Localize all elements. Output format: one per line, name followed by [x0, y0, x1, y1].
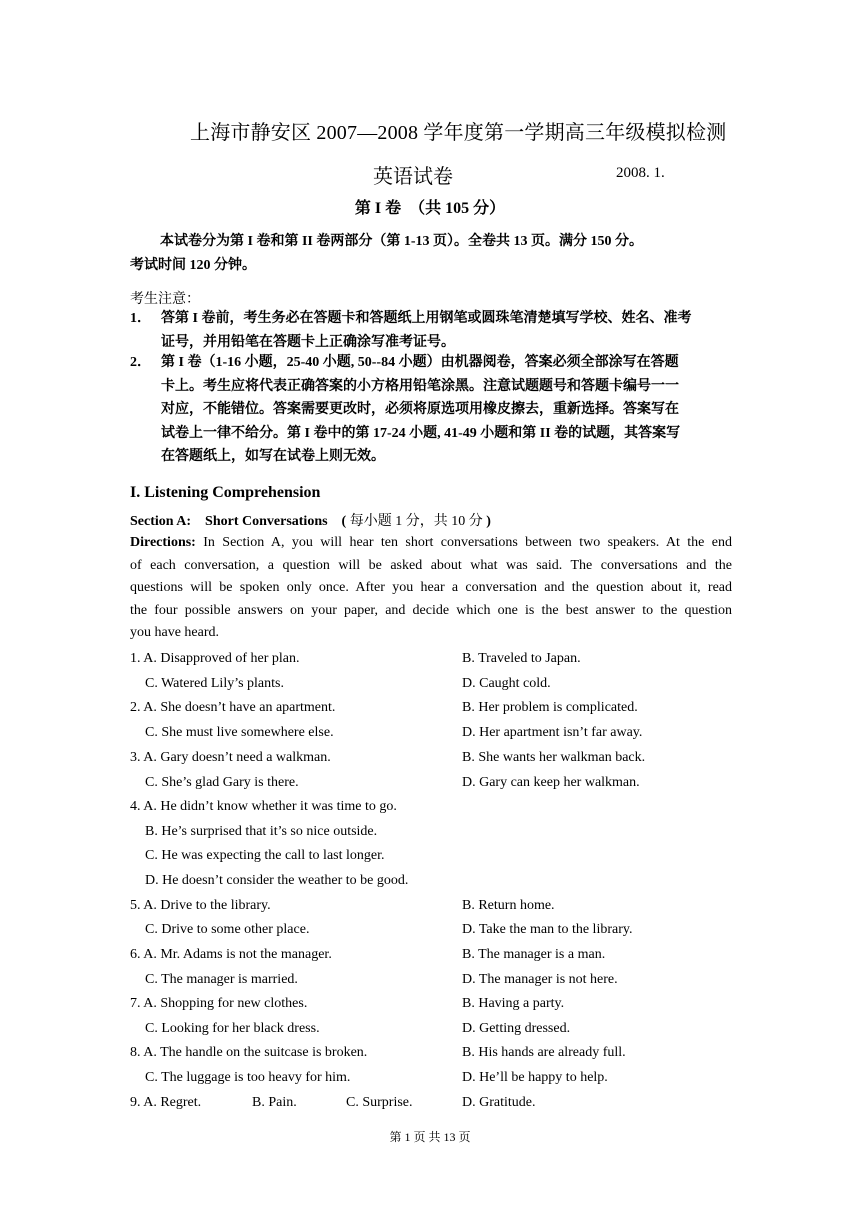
exam-title: 上海市静安区 2007—2008 学年度第一学期高三年级模拟检测 — [190, 122, 727, 144]
notice-item-number: 1． — [130, 311, 151, 326]
question-9-option-d: D. Gratitude. — [462, 1095, 536, 1110]
question-3-option-a: 3. A. Gary doesn’t need a walkman. — [130, 750, 331, 765]
directions — [130, 532, 732, 645]
question-7-option-b: B. Having a party. — [462, 996, 565, 1011]
question-2-option-d: D. Her apartment isn’t far away. — [462, 725, 643, 740]
question-1-option-c: C. Watered Lily’s plants. — [145, 676, 284, 691]
notice-title: 考生注意： — [130, 292, 200, 307]
question-7-option-c: C. Looking for her black dress. — [145, 1021, 320, 1036]
question-4-option-b: B. He’s surprised that it’s so nice outside. — [145, 824, 378, 839]
exam-subtitle: 英语试卷 — [373, 166, 453, 188]
notice-line: 证号，并用铅笔在答题卡上正确涂写准考证号。 — [161, 334, 455, 350]
question-5-option-a: 5. A. Drive to the library. — [130, 898, 271, 913]
intro-line-2: 考试时间 120 分钟。 — [130, 258, 256, 273]
exam-date: 2008. 1. — [616, 165, 665, 181]
question-9-option-b: B. Pain. — [252, 1095, 297, 1110]
question-6-option-b: B. The manager is a man. — [462, 947, 606, 962]
directions-line: the four possible answers on your paper, and decide which one is the best answer to the question — [130, 602, 732, 618]
question-8-option-c: C. The luggage is too heavy for him. — [145, 1070, 351, 1085]
section-a-close: ) — [486, 514, 491, 529]
directions-line: of each conversation, a question will be asked about what was said. The conversations and the — [130, 557, 732, 573]
directions-line: questions will be spoken only once. After you hear a conversation and the question about it, read — [130, 580, 732, 596]
notice-line: 卡上。考生应将代表正确答案的小方格用铅笔涂黑。注意试题题号和答题卡编号一一 — [161, 378, 679, 394]
question-6-option-c: C. The manager is married. — [145, 972, 298, 987]
question-3-option-d: D. Gary can keep her walkman. — [462, 775, 640, 790]
notice-line: 在答题纸上，如写在试卷上则无效。 — [161, 449, 385, 464]
question-9-option-a: 9. A. Regret. — [130, 1095, 202, 1110]
question-2-option-c: C. She must live somewhere else. — [145, 725, 334, 740]
notice-line: 答第 I 卷前，考生务必在答题卡和答题纸上用钢笔或圆珠笔清楚填写学校、姓名、准考 — [161, 311, 692, 326]
section-a-scoring: 每小题 1 分，共 10 分 — [346, 514, 487, 529]
section-heading: I. Listening Comprehension — [130, 484, 321, 501]
question-6-option-a: 6. A. Mr. Adams is not the manager. — [130, 947, 332, 962]
question-1-option-d: D. Caught cold. — [462, 676, 551, 691]
directions-label: Directions: — [130, 535, 196, 550]
intro-line-1: 本试卷分为第 I 卷和第 II 卷两部分（第 1-13 页）。全卷共 13 页。满分 150 分。 — [160, 234, 644, 249]
question-2-option-a: 2. A. She doesn’t have an apartment. — [130, 700, 336, 715]
question-8-option-b: B. His hands are already full. — [462, 1045, 626, 1060]
question-1-option-b: B. Traveled to Japan. — [462, 651, 581, 666]
question-4-option-a: 4. A. He didn’t know whether it was time to go. — [130, 799, 397, 814]
page-footer: 第 1 页 共 13 页 — [389, 1130, 471, 1144]
notice-line: 试卷上一律不给分。第 I 卷中的第 17-24 小题, 41-49 小题和第 II 卷的试题，其答案写 — [161, 425, 681, 441]
notice-item-1 — [130, 307, 732, 354]
question-3-option-c: C. She’s glad Gary is there. — [145, 775, 299, 790]
directions-line: you have heard. — [130, 625, 220, 641]
question-7-option-d: D. Getting dressed. — [462, 1021, 571, 1036]
question-3-option-b: B. She wants her walkman back. — [462, 750, 646, 765]
directions-text: In Section A, you will hear ten short conversations between two speakers. At the end — [195, 535, 732, 550]
question-5-option-b: B. Return home. — [462, 898, 555, 913]
question-2-option-b: B. Her problem is complicated. — [462, 700, 638, 715]
question-6-option-d: D. The manager is not here. — [462, 972, 618, 987]
notice-line: 第 I 卷（1-16 小题，25-40 小题, 50--84 小题）由机器阅卷，答案必须全部涂写在答题 — [161, 355, 679, 370]
question-9-option-c: C. Surprise. — [346, 1095, 413, 1110]
notice-item-text — [161, 307, 732, 354]
section-a-label: Section A: Short Conversations ( — [130, 514, 347, 529]
question-8-option-d: D. He’ll be happy to help. — [462, 1070, 608, 1085]
question-8-option-a: 8. A. The handle on the suitcase is broken. — [130, 1045, 368, 1060]
question-1-option-a: 1. A. Disapproved of her plan. — [130, 651, 300, 666]
section-a-heading — [130, 510, 491, 530]
directions-line — [130, 532, 732, 555]
question-4-option-c: C. He was expecting the call to last longer. — [145, 848, 385, 863]
question-5-option-c: C. Drive to some other place. — [145, 922, 310, 937]
notice-item-text — [161, 351, 732, 469]
volume-heading: 第 I 卷 （共 105 分） — [354, 200, 506, 217]
notice-item-2 — [130, 351, 732, 469]
question-4-option-d: D. He doesn’t consider the weather to be good. — [145, 873, 409, 888]
question-5-option-d: D. Take the man to the library. — [462, 922, 633, 937]
notice-line: 对应，不能错位。答案需要更改时，必须将原选项用橡皮擦去，重新选择。答案写在 — [161, 402, 679, 417]
question-7-option-a: 7. A. Shopping for new clothes. — [130, 996, 308, 1011]
notice-item-number: 2． — [130, 355, 151, 370]
